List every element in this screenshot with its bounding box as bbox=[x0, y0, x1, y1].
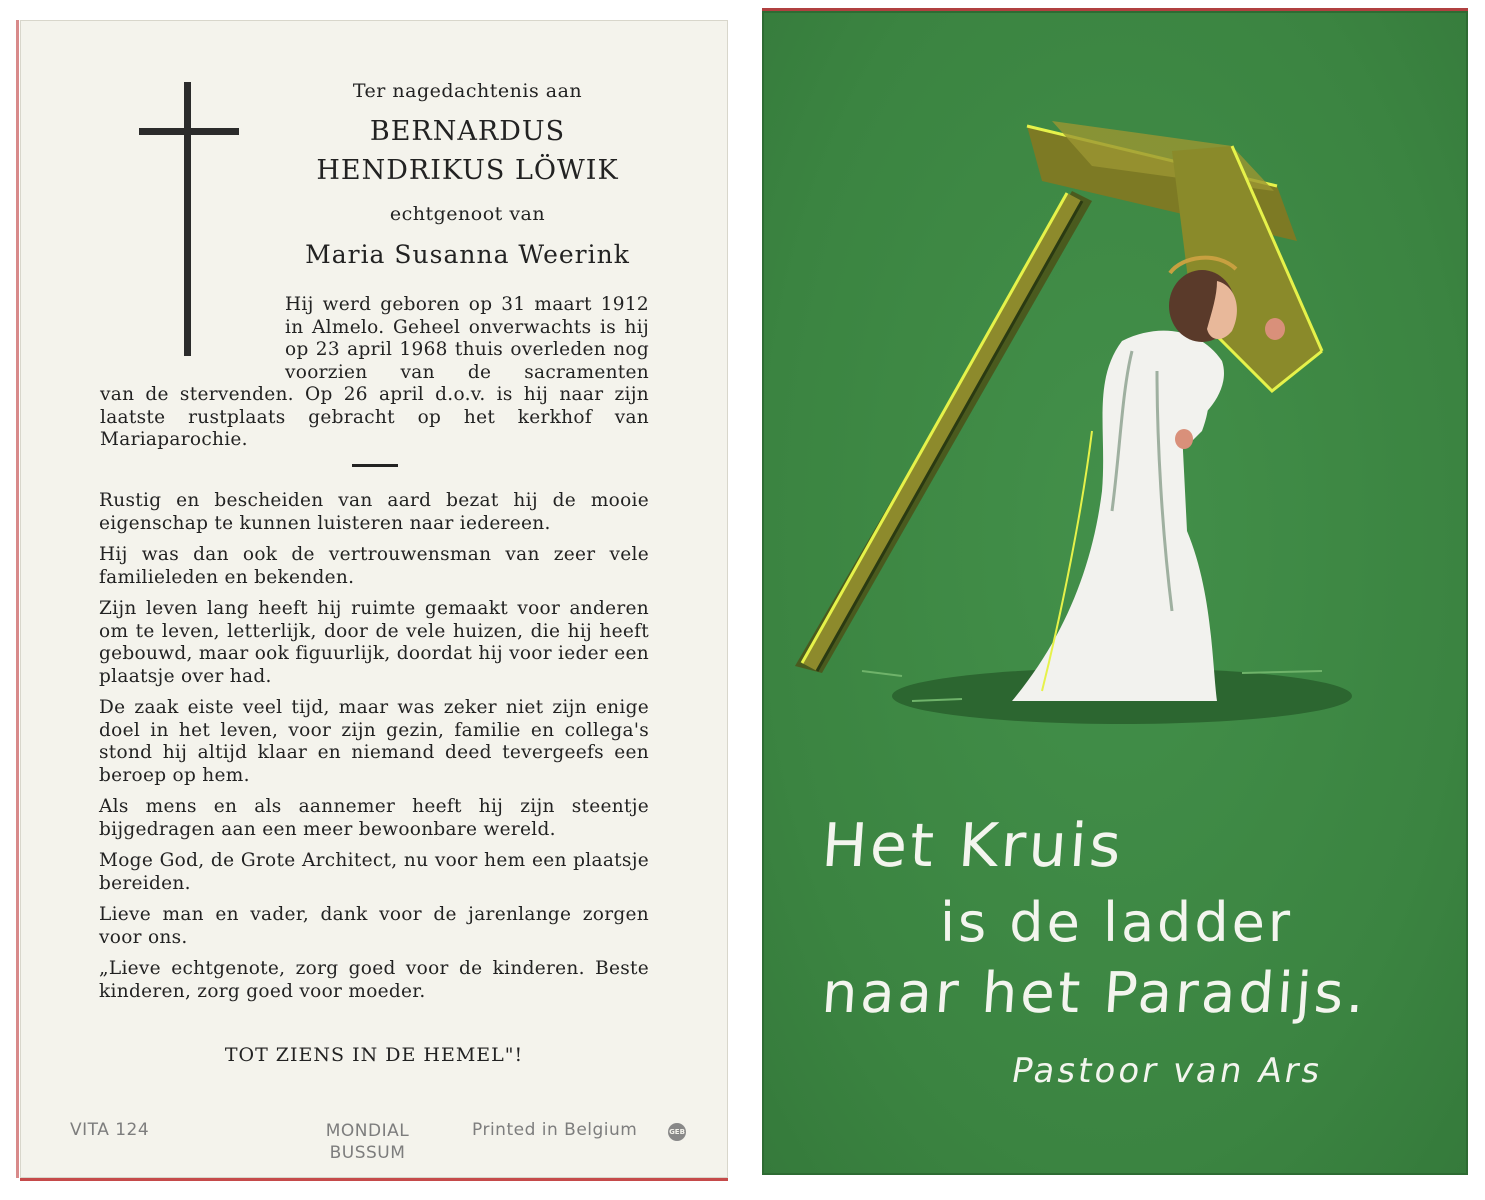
spouse-label: echtgenoot van bbox=[389, 203, 546, 225]
paragraph: De zaak eiste veel tijd, maar was zeker niet zijn enige doel in het leven, voor zijn gezin, familie en collega's stond hij altijd klaar en niemand deed tevergeefs een beroep op hem. bbox=[99, 697, 649, 786]
paragraph: „Lieve echtgenote, zorg goed voor de kinderen. Beste kinderen, zorg goed voor moeder. bbox=[99, 958, 649, 1002]
paragraph: Als mens en als aannemer heeft hij zijn steentje bijgedragen aan een meer bewoonbare wereld. bbox=[99, 796, 649, 840]
biography-burial: van de stervenden. Op 26 april d.o.v. is hij naar zijn laatste rustplaats gebracht op het kerkhof van Mariaparochie. bbox=[100, 384, 649, 450]
publisher bbox=[310, 1120, 425, 1164]
closing-line: TOT ZIENS IN DE HEMEL"! bbox=[224, 1044, 524, 1066]
printer-logo-icon: GEB bbox=[668, 1123, 686, 1141]
quote-line-1: Het Kruis bbox=[819, 811, 1127, 881]
memorial-heading: Ter nagedachtenis aan bbox=[352, 80, 583, 102]
paragraph: Hij was dan ook de vertrouwensman van zeer vele familieleden en bekenden. bbox=[99, 544, 649, 588]
quote-line-3: naar het Paradijs. bbox=[819, 961, 1370, 1026]
memorial-card-text-side bbox=[20, 20, 728, 1181]
remembrance-text bbox=[99, 490, 649, 1012]
memorial-card-picture-side bbox=[762, 8, 1468, 1175]
paragraph: Rustig en bescheiden van aard bezat hij de mooie eigenschap te kunnen luisteren naar iedereen. bbox=[99, 490, 649, 534]
card-edge bbox=[16, 20, 19, 1178]
biography-birth: Hij werd geboren op 31 maart 1912 in Almelo. Geheel onverwachts is hij op 23 april 1968 thuis overleden nog voorzien van de sacramenten bbox=[285, 294, 649, 383]
section-divider bbox=[352, 464, 398, 467]
publisher-city: BUSSUM bbox=[329, 1143, 406, 1163]
quote-line-2: is de ladder bbox=[940, 891, 1294, 954]
cross-icon bbox=[184, 82, 191, 356]
printed-in: Printed in Belgium bbox=[472, 1120, 638, 1140]
spouse-name: Maria Susanna Weerink bbox=[305, 240, 630, 269]
cross-icon-bar bbox=[139, 128, 239, 135]
cross-icon bbox=[795, 121, 1322, 673]
paragraph: Lieve man en vader, dank voor de jarenlange zorgen voor ons. bbox=[99, 904, 649, 948]
quote-attribution: Pastoor van Ars bbox=[1008, 1051, 1327, 1091]
paragraph: Moge God, de Grote Architect, nu voor hem een plaatsje bereiden. bbox=[99, 850, 649, 894]
deceased-names-surname: HENDRIKUS LÖWIK bbox=[316, 155, 619, 186]
series-number: VITA 124 bbox=[70, 1120, 150, 1140]
publisher-name: MONDIAL bbox=[325, 1121, 410, 1141]
paragraph: Zijn leven lang heeft hij ruimte gemaakt voor anderen om te leven, letterlijk, door de vele huizen, die hij heeft gebouwd, maar ook figuurlijk, doordat hij voor ieder een plaatsje over had. bbox=[99, 598, 649, 687]
deceased-first-names: BERNARDUS bbox=[369, 116, 566, 147]
